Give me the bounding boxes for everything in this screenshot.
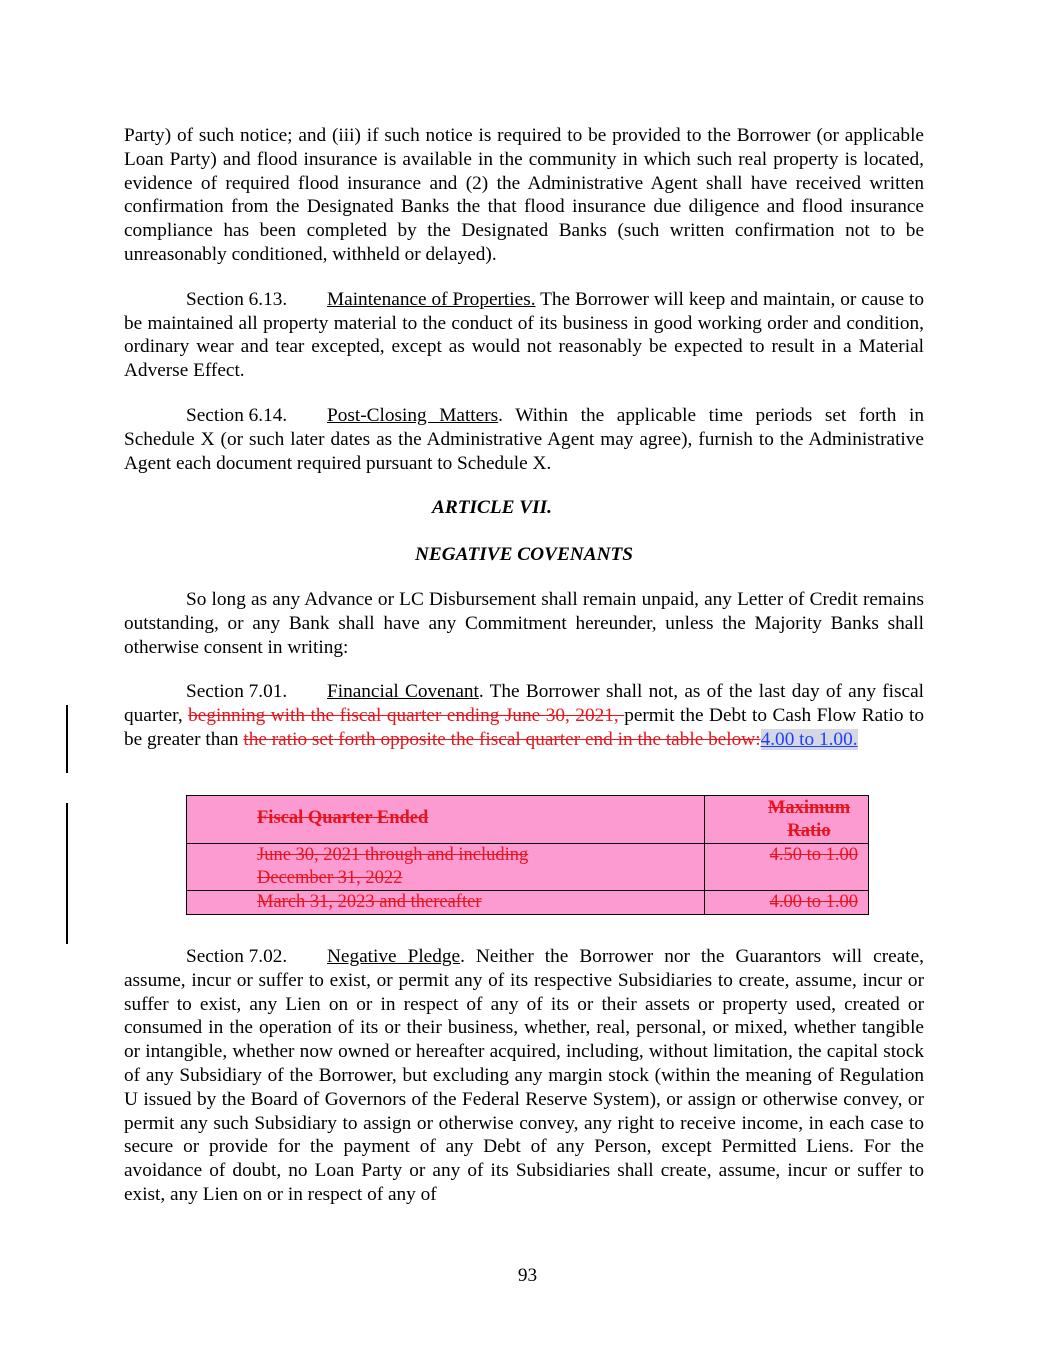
section-6-13 [124,288,924,383]
header-fiscal-quarter: Fiscal Quarter Ended [257,808,429,828]
section-title: Financial Covenant [327,681,479,703]
document-page [124,124,924,752]
table-cell [187,796,705,844]
section-number: Section 7.02. [186,946,288,967]
section-7-01 [124,680,924,751]
table-cell [187,891,705,915]
section-title: Post-Closing Matters [327,404,499,426]
change-bar [66,803,68,944]
page-number: 93 [517,1265,538,1286]
section-title: Negative Pledge [327,946,461,967]
quarter-range: June 30, 2021 through and including [257,845,529,865]
table-header-row [187,796,869,844]
article-number: ARTICLE VII. [431,497,552,519]
table-row [187,844,869,891]
section-title: Maintenance of Properties. [327,288,536,310]
section-6-14 [124,404,924,475]
section-number: Section 6.13. [186,288,288,310]
table-cell [187,844,705,891]
deleted-text: beginning with the fiscal quarter ending June 30, 2021, [188,705,625,727]
deleted-text: the ratio set forth opposite the fiscal quarter end in the table below: [243,728,761,750]
ratio-value: 4.50 to 1.00 [769,845,858,865]
table-row [187,891,869,915]
section-number: Section 7.01. [186,681,288,703]
change-bar [66,705,68,773]
quarter-range: March 31, 2023 and thereafter [257,892,482,912]
section-body: . Neither the Borrower nor the Guarantors will create, assume, incur or suffer to exist, or permit any of its respective Subsidiaries to create, assume, incur or suffer to exist, any Lien on or in respect of any of its or their assets or property used, created or consumed in the operation of its or their business, whether, real, personal, or mixed, whether tangible or intangible, whether now owned or hereafter acquired, including, without limitation, the capital stock of any Subsidiary of the Borrower, but excluding any margin stock (within the meaning of Regulation U issued by the Board of Governors of the Federal Reserve System), or assign or otherwise convey, or permit any such Subsidiary to assign or otherwise convey, any right to receive income, in each case to secure or provide for the payment of any Debt of any Person, except Permitted Liens. For the avoidance of doubt, no Loan Party or any of its Subsidiaries shall create, assume, incur or suffer to exist, any Lien on or in respect of any of [124,946,924,1205]
ratio-table [186,795,869,915]
header-maximum-ratio: Maximum Ratio [767,798,851,841]
table-cell [705,844,869,891]
quarter-range: December 31, 2022 [257,868,403,888]
section-number: Section 6.14. [186,404,288,426]
section-text: permit the Debt to Cash Flow Ratio to be greater than [124,705,924,750]
article-title: NEGATIVE COVENANTS [414,544,634,566]
ratio-value: 4.00 to 1.00 [769,892,858,912]
paragraph: Party) of such notice; and (iii) if such notice is required to be provided to the Borrower (or applicable Loan Party) and flood insurance is available in the community in which such real property is located, evidence of required flood insurance and (2) the Administrative Agent shall have received written confirmation from the Designated Banks the that flood insurance due diligence and flood insurance compliance has been completed by the Designated Banks (such written confirmation not to be unreasonably conditioned, withheld or delayed). [124,125,924,265]
document-page-continued [124,945,924,1207]
intro-paragraph: So long as any Advance or LC Disbursement shall remain unpaid, any Letter of Credit remains outstanding, or any Bank shall have any Commitment hereunder, unless the Majority Banks shall otherwise consent in writing: [124,588,924,658]
section-body: . Within the applicable time periods set forth in Schedule X (or such later dates as the Administrative Agent may agree), furnish to the Administrative Agent each document required pursuant to Schedule X. [124,404,924,474]
table-cell [705,796,869,844]
section-body: The Borrower will keep and maintain, or cause to be maintained all property material to the conduct of its business in good working order and condition, ordinary wear and tear excepted, except as would not reasonably be expected to result in a Material Adverse Effect. [124,288,924,382]
inserted-text: 4.00 to 1.00. [760,728,858,750]
table-cell [705,891,869,915]
section-7-02 [124,945,924,1207]
section-text: . The Borrower shall not, as of the last day of any fiscal quarter, [124,681,924,727]
